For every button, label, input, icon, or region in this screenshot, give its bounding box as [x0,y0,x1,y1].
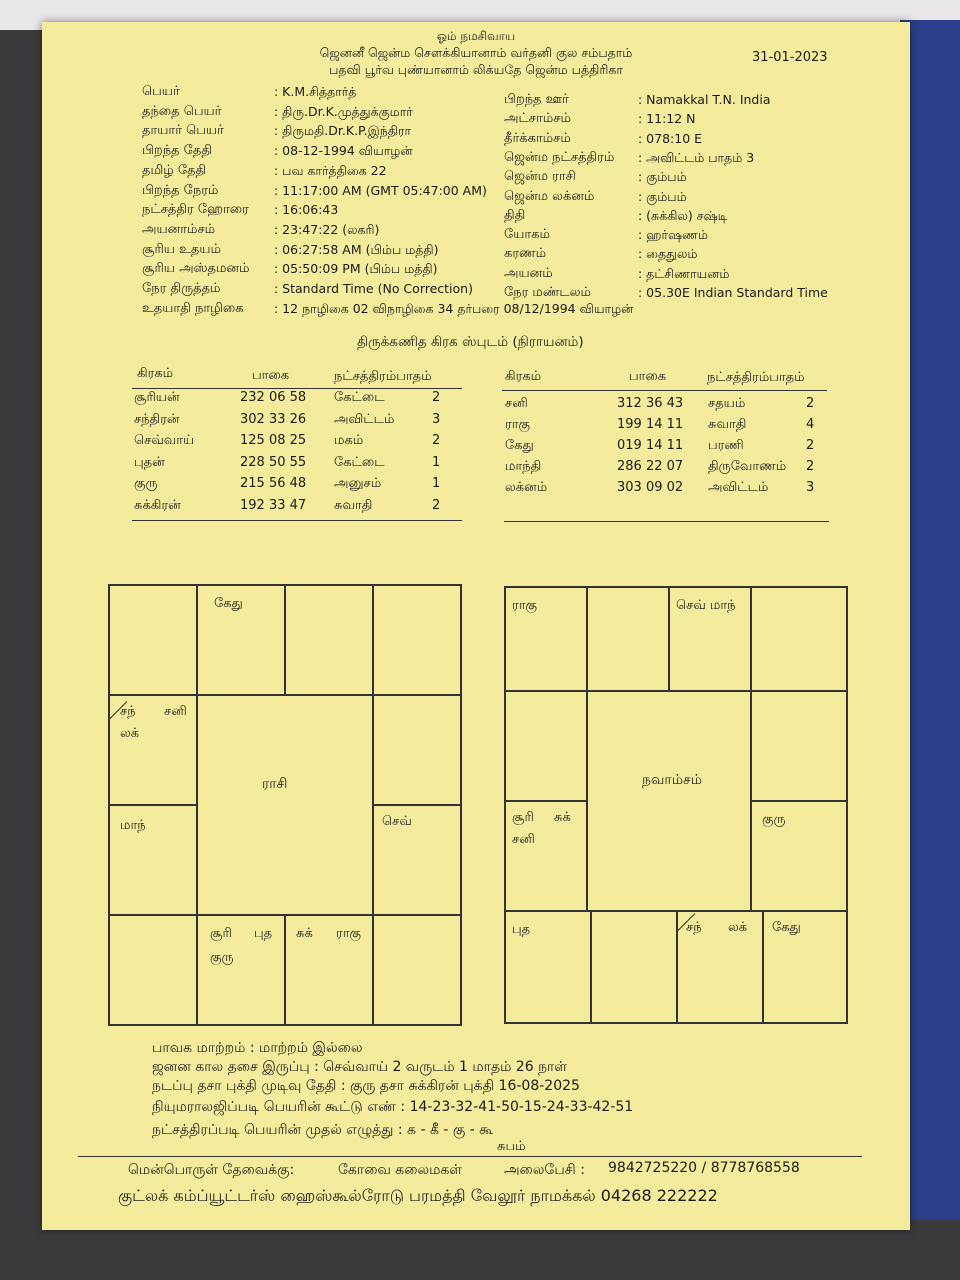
rasi-sani: சனி [164,704,187,719]
left_fields-value-1: : திரு.Dr.K.முத்துக்குமார் [274,103,413,119]
right_planets-row-4-deg: 303 09 02 [617,480,684,495]
left_fields-value-10: : Standard Time (No Correction) [274,281,473,296]
left-header-bhagai: பாகை [252,368,290,383]
phone-numbers: 9842725220 / 8778768558 [608,1160,800,1176]
right_fields-value-4: : கும்பம் [638,169,687,185]
right_planets-row-3-star: திருவோணம் [708,459,787,474]
header-line3: பதவி பூர்வ புண்யானாம் லிக்யதே ஜென்ம பத்திரிகா [329,62,623,77]
right_fields-label-4: ஜென்ம ராசி [504,169,576,185]
right_fields-value-5: : கும்பம் [638,188,687,204]
numerology: நியுமராலஜிப்படி பெயரின் கூட்டு எண் : 14-23-32-41-50-15-24-33-42-51 [152,1099,634,1115]
right_fields-label-5: ஜென்ம லக்னம் [504,188,595,204]
left_planets-row-4-pada: 1 [432,476,441,491]
right_fields-label-9: அயனம் [504,265,553,281]
right-table-bottom-rule [504,521,829,522]
navamsa-chart [504,586,848,1024]
left_fields-value-0: : K.M.சித்தார்த் [274,84,357,99]
nav-house-2 [587,587,669,691]
nav-sani: சனி [512,832,535,847]
nav-center [587,691,751,911]
left_planets-row-3-deg: 228 50 55 [240,454,307,470]
rasi-house-3 [285,585,373,695]
rasi-center [197,695,373,915]
rasi-house-6 [373,805,461,915]
left_planets-row-5-deg: 192 33 47 [240,497,307,513]
right_fields-value-1: : 11:12 N [638,111,696,127]
rasi-house-12 [109,695,197,805]
left_fields-value-5: : 11:17:00 AM (GMT 05:47:00 AM) [274,182,487,198]
phone-label: அலைபேசி : [504,1162,585,1178]
rasi-lagnam: லக் [120,726,140,741]
left_fields-value-3: : 08-12-1994 வியாழன் [274,143,413,159]
left_fields-label-1: தந்தை பெயர் [142,103,222,119]
right_fields-value-0: : Namakkal T.N. India [638,92,771,107]
left_fields-value-7: : 23:47:22 (லகரி) [274,221,380,237]
nav-suriyan: சூரி [512,810,534,825]
left_planets-row-2-name: செவ்வாய் [134,433,195,448]
nav-house-6 [751,801,847,911]
right-header-nak: நட்சத்திரம்பாதம் [707,370,805,385]
name-letters: நட்சத்திரப்படி பெயரின் முதல் எழுத்து : க - கீ - கு - கூ [152,1122,494,1138]
right_planets-row-3-name: மாந்தி [505,459,542,474]
footer-rule [78,1156,862,1157]
right_planets-row-0-pada: 2 [806,396,815,411]
rasi-house-11 [109,805,197,915]
rasi-house-2 [197,585,285,695]
left_fields-value-4: : பவ கார்த்திகை 22 [274,162,387,178]
nav-ragu: ராகு [512,598,537,613]
right_planets-row-0-star: சதயம் [708,396,746,411]
right-header-graham: கிரகம் [505,369,542,384]
right_planets-row-1-pada: 4 [806,417,815,432]
rasi-house-4 [373,585,461,695]
left_planets-row-5-name: சுக்கிரன் [134,497,181,513]
rasi-house-9 [197,915,285,1025]
left_fields-label-4: தமிழ் தேதி [142,162,207,178]
rasi-house-5 [373,695,461,805]
right_planets-row-2-star: பரணி [708,438,744,453]
left_planets-row-1-name: சந்திரன் [134,411,180,427]
right_planets-row-0-deg: 312 36 43 [617,396,684,411]
address-line: குட்லக் கம்ப்யூட்டர்ஸ் ஹைஸ்கூல்ரோடு பரமத்தி வேலூர் நாமக்கல் 04268 222222 [118,1186,718,1205]
nav-house-4 [751,587,847,691]
right_planets-row-2-deg: 019 14 11 [617,438,684,453]
current-dasa-end: நடப்பு தசா புக்தி முடிவு தேதி : குரு தசா சுக்கிரன் புக்தி 16-08-2025 [152,1078,580,1094]
rasi-guru: குரு [210,950,234,965]
left_planets-row-3-name: புதன் [134,454,165,470]
nav-house-10 [505,911,591,1023]
right_planets-row-1-star: சுவாதி [708,417,747,432]
left_planets-row-0-pada: 2 [432,390,441,405]
right_fields-value-6: : (சுக்கில) சஷ்டி [638,207,728,223]
left_fields-label-10: நேர திருத்தம் [142,281,221,296]
left_planets-row-2-star: மகம் [334,433,364,448]
nav-house-5 [751,691,847,801]
left_fields-label-11: உதயாதி நாழிகை [142,300,244,316]
left-table-bottom-rule [132,520,462,521]
left_fields-label-6: நட்சத்திர ஹோரை [142,202,249,218]
left_planets-row-1-star: அவிட்டம் [334,411,395,427]
right_fields-value-10: : 05.30E Indian Standard Time [638,285,828,300]
nav-house-8 [677,911,763,1023]
rasi-ragu: ராகு [336,926,361,941]
right_planets-row-4-pada: 3 [806,480,815,495]
rasi-maandhi: மாந் [120,818,146,833]
nav-sevvai-maandhi: செவ் மாந் [676,598,736,613]
left_planets-row-1-pada: 3 [432,411,441,427]
nav-budhan: புத [512,922,531,937]
right_fields-value-3: : அவிட்டம் பாதம் 3 [638,149,755,165]
right_planets-row-2-name: கேது [505,438,534,453]
left-header-nak: நட்சத்திரம்பாதம் [334,369,432,384]
rasi-house-8 [285,915,373,1025]
rasi-ketu: கேது [214,596,243,611]
left_planets-row-1-deg: 302 33 26 [240,411,307,427]
right_planets-row-0-name: சனி [505,396,528,411]
print-date: 31-01-2023 [752,50,828,65]
left_planets-row-0-deg: 232 06 58 [240,390,307,405]
nav-chandran: சந் [686,920,702,935]
right_planets-row-4-name: லக்னம் [505,480,548,495]
right_planets-row-3-deg: 286 22 07 [617,459,684,474]
left_fields-label-0: பெயர் [142,84,180,99]
nav-ketu: கேது [772,920,801,935]
left_planets-row-5-star: சுவாதி [334,497,373,513]
left_fields-value-6: : 16:06:43 [274,202,339,218]
right-table-top-rule [502,390,827,391]
right_planets-row-3-pada: 2 [806,459,815,474]
right_fields-label-6: திதி [504,207,526,223]
left_planets-row-5-pada: 2 [432,497,441,513]
left_fields-label-2: தாயார் பெயர் [142,123,224,139]
header-line2: ஜெனனீ ஜென்ம சௌக்கியானாம் வர்தனி குல சம்பதாம் [319,45,633,60]
left_fields-label-5: பிறந்த நேரம் [142,182,219,198]
right_fields-value-7: : ஹர்ஷணம் [638,227,708,243]
rasi-chandran: சந் [120,704,136,719]
right_fields-label-10: நேர மண்டலம் [504,285,592,300]
left_fields-value-8: : 06:27:58 AM (பிம்ப மத்தி) [274,241,439,257]
rasi-budhan: புத [254,926,273,941]
rasi-sukran: சுக் [296,926,313,941]
left_fields-value-11: : 12 நாழிகை 02 விநாழிகை 34 தர்பரை 08/12/1994 வியாழன் [274,300,634,316]
nav-house-12 [505,691,587,801]
rasi-suriyan: சூரி [210,926,232,941]
company-name: கோவை கலைமகள் [338,1162,462,1178]
right_fields-value-9: : தட்சிணாயனம் [638,265,730,281]
left_fields-value-2: : திருமதி.Dr.K.P.இந்திரா [274,123,412,139]
left_planets-row-0-star: கேட்டை [334,390,385,405]
left_fields-label-8: சூரிய உதயம் [142,241,221,257]
left_planets-row-4-deg: 215 56 48 [240,476,307,491]
rasi-house-1 [109,585,197,695]
right_fields-label-0: பிறந்த ஊர் [504,92,569,107]
left-header-graham: கிரகம் [137,366,174,381]
navamsa-title: நவாம்சம் [642,772,702,788]
right_fields-label-2: தீர்க்காம்சம் [504,130,571,146]
header-line1: ஓம் நமசிவாய [436,29,516,43]
rasi-house-7 [373,915,461,1025]
nav-guru: குரு [762,812,786,827]
right_fields-label-8: கரணம் [504,246,547,262]
nav-lagnam: லக் [728,920,748,935]
nav-house-11 [505,801,587,911]
bhava-change: பாவக மாற்றம் : மாற்றம் இல்லை [152,1040,363,1056]
right_planets-row-1-deg: 199 14 11 [617,417,684,432]
right_fields-label-7: யோகம் [504,227,550,243]
nav-house-3 [669,587,751,691]
right_planets-row-4-star: அவிட்டம் [708,480,769,495]
right_planets-row-2-pada: 2 [806,438,815,453]
left_fields-label-3: பிறந்த தேதி [142,143,212,159]
right_fields-value-8: : தைதுலம் [638,246,698,262]
rasi-chart [108,584,462,1026]
left_planets-row-3-pada: 1 [432,454,441,470]
left_fields-label-9: சூரிய அஸ்தமனம் [142,261,250,277]
left_planets-row-3-star: கேட்டை [334,454,385,470]
right_fields-value-2: : 078:10 E [638,130,703,146]
rasi-title: ராசி [262,776,288,792]
birth-dasa-balance: ஜனன கால தசை இருப்பு : செவ்வாய் 2 வருடம் 1 மாதம் 26 நாள் [152,1059,568,1075]
nav-house-1 [505,587,587,691]
nav-house-9 [591,911,677,1023]
nav-sukran: சுக் [554,810,571,825]
nav-house-7 [763,911,847,1023]
left_planets-row-2-deg: 125 08 25 [240,433,307,448]
planet-table-title: திருக்கணித கிரக ஸ்புடம் (நிராயனம்) [357,334,584,350]
left_planets-row-4-star: அனுசம் [334,476,382,491]
right_planets-row-1-name: ராகு [505,417,530,432]
subham: சுபம் [497,1139,526,1154]
left-table-top-rule [132,388,462,389]
rasi-sevvai: செவ் [382,814,412,829]
software-label: மென்பொருள் தேவைக்கு: [128,1162,295,1178]
right_fields-label-1: அட்சாம்சம் [504,111,571,127]
rasi-house-10 [109,915,197,1025]
left_planets-row-2-pada: 2 [432,433,441,448]
left_fields-value-9: : 05:50:09 PM (பிம்ப மத்தி) [274,261,438,277]
right_fields-label-3: ஜென்ம நட்சத்திரம் [504,149,615,165]
left_planets-row-4-name: குரு [134,476,158,491]
horoscope-sheet [42,22,910,1230]
right-header-bhagai: பாகை [629,369,667,384]
left_fields-label-7: அயனாம்சம் [142,221,216,237]
left_planets-row-0-name: சூரியன் [134,390,180,405]
